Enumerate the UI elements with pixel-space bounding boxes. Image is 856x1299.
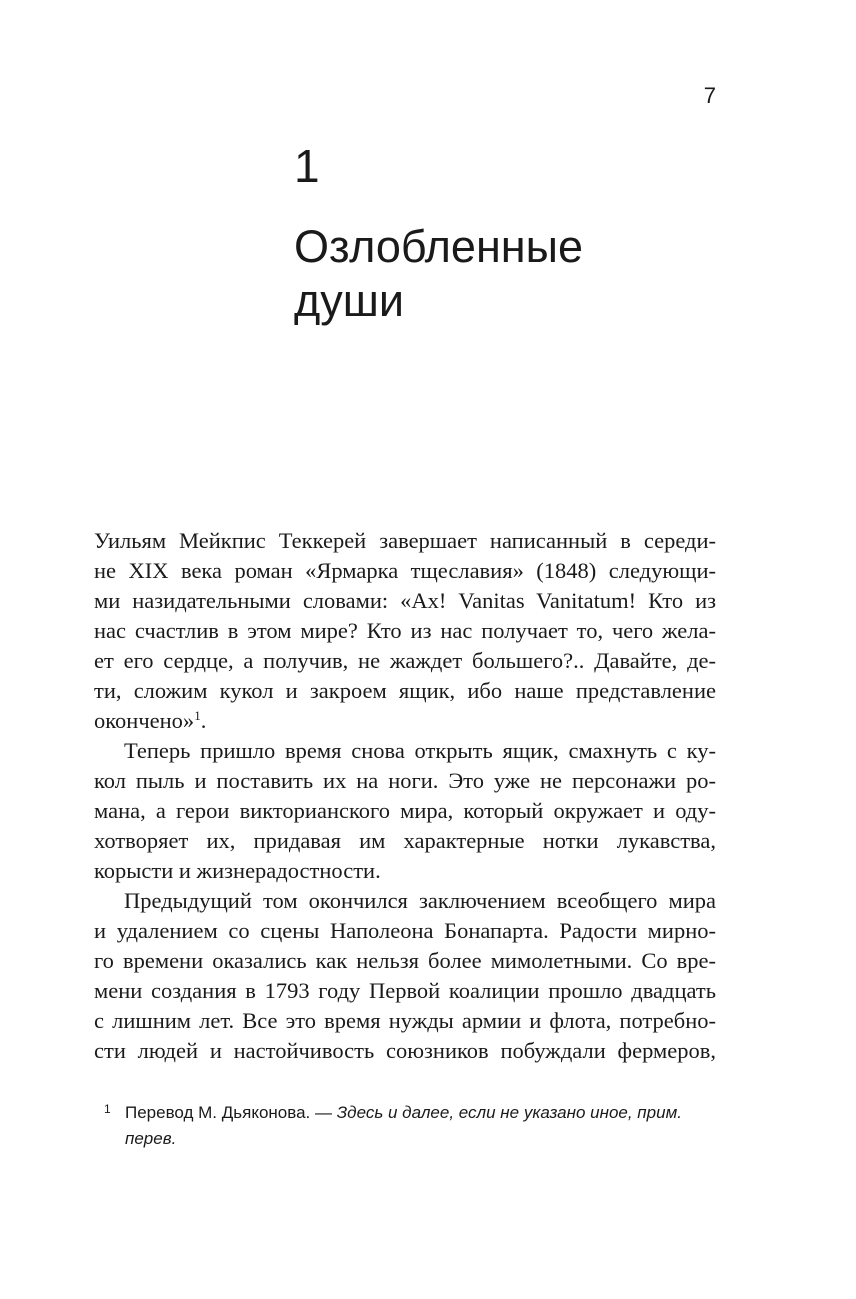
text-line: го времени оказались как нельзя более мимолетными. Со вре- (94, 948, 716, 973)
footnote-reference[interactable]: 1 (194, 708, 201, 723)
chapter-title (294, 220, 714, 328)
text-line: и удалением со сцены Наполеона Бонапарта. Радости мирно- (94, 918, 716, 943)
footnote-line (125, 1126, 716, 1152)
footnote-italic-text: перев. (125, 1129, 177, 1148)
text-line: мана, а герои викторианского мира, который окружает и оду- (94, 798, 716, 823)
body-text (94, 526, 716, 1066)
text-line: ти, сложим кукол и закроем ящик, ибо наше представление (94, 678, 716, 703)
chapter-number: 1 (294, 140, 320, 192)
text-line: Уильям Мейкпис Теккерей завершает написанный в середи- (94, 528, 716, 553)
paragraph-3 (94, 886, 716, 1066)
text-line: Предыдущий том окончился заключением всеобщего мира (124, 888, 716, 913)
footnote (104, 1100, 716, 1152)
footnote-line (125, 1100, 716, 1126)
sentence-end: . (200, 708, 207, 733)
paragraph-2 (94, 736, 716, 886)
text-line (94, 706, 716, 736)
text-line: ми назидательными словами: «Ах! Vanitas Vanitatum! Кто из (94, 588, 716, 613)
footnote-text (125, 1100, 716, 1152)
text-line: мени создания в 1793 году Первой коалиции прошло двадцать (94, 978, 716, 1003)
text-line: Теперь пришло время снова открыть ящик, смахнуть с ку- (124, 738, 716, 763)
page-number: 7 (703, 83, 716, 108)
chapter-title-line-1: Озлобленные (294, 221, 584, 272)
text-line: кол пыль и поставить их на ноги. Это уже не персонажи ро- (94, 768, 716, 793)
text-line: не XIX века роман «Ярмарка тщеславия» (1848) следующи- (94, 558, 716, 583)
text-line: хотворяет их, придавая им характерные нотки лукавства, (94, 828, 716, 853)
text-line: нас счастлив в этом мире? Кто из нас получает то, чего жела- (94, 618, 716, 643)
footnote-italic-text: Здесь и далее, если не указано иное, прим. (336, 1103, 682, 1122)
text-line: сти людей и настойчивость союзников побуждали фермеров, (94, 1038, 716, 1063)
text-line: ет его сердце, а получив, не жаждет большего?.. Давайте, де- (94, 648, 716, 673)
footnote-marker: 1 (104, 1102, 111, 1116)
text-line: корысти и жизнерадостности. (94, 858, 381, 883)
footnote-regular-text: Перевод М. Дьяконова. — (125, 1103, 337, 1122)
paragraph-1 (94, 526, 716, 736)
text-line-content: окончено» (94, 708, 195, 733)
text-line: с лишним лет. Все это время нужды армии и флота, потребно- (94, 1008, 716, 1033)
chapter-title-line-2: души (294, 275, 404, 326)
